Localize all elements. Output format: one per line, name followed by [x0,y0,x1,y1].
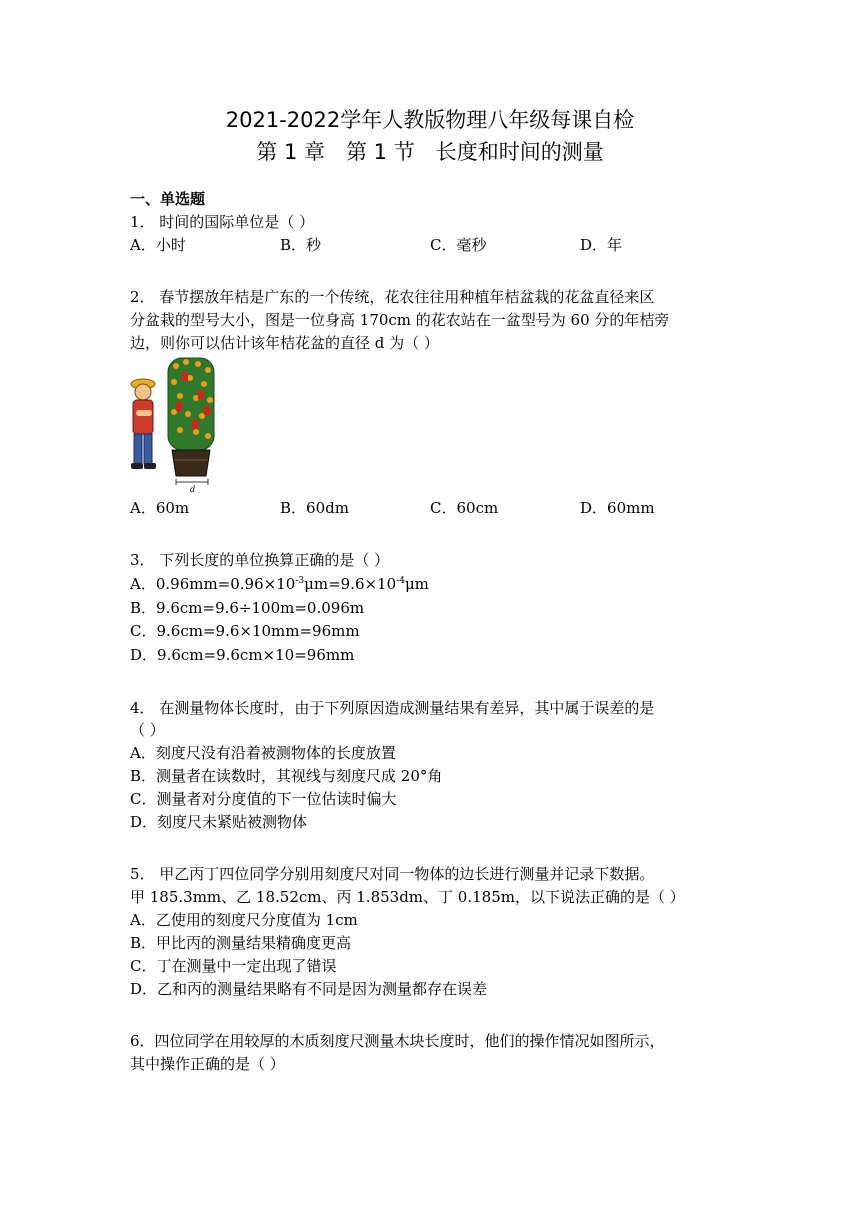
chapter-subtitle: 第 1 章 第 1 节 长度和时间的测量 [256,140,604,164]
option-d: D．乙和丙的测量结果略有不同是因为测量都存在误差 [130,980,488,998]
question-6-stem-line: 其中操作正确的是（ ） [130,1055,285,1073]
question-2-stem-line: 分盆栽的型号大小，图是一位身高 170cm 的花农站在一盆型号为 60 分的年桔旁 [130,311,670,329]
section-heading: 一、单选题 [130,190,206,208]
option-b: B．9.6cm=9.6÷100m=0.096m [130,599,365,617]
kumquat-tree-illustration [168,358,214,494]
option-d: D．60mm [580,499,655,517]
farmer-and-kumquat-tree-figure [128,352,224,494]
question-4-stem-line: 4． 在测量物体长度时，由于下列原因造成测量结果有差异，其中属于误差的是 [130,699,655,717]
question-4-stem-line: （ ） [130,721,165,739]
document-title: 2021-2022学年人教版物理八年级每课自检 [225,108,635,132]
option-a: A．小时 [130,236,186,254]
question-1-options [130,234,740,256]
question-6-stem-line: 6．四位同学在用较厚的木质刻度尺测量木块长度时，他们的操作情况如图所示， [130,1032,665,1050]
question-5-stem-line: 5． 甲乙丙丁四位同学分别用刻度尺对同一物体的边长进行测量并记录下数据。 [130,865,655,883]
option-c: C．60cm [430,499,499,517]
question-2-stem-line: 边，则你可以估计该年桔花盆的直径 d 为（ ） [130,334,439,352]
option-b: B．秒 [280,236,322,254]
option-d: D．9.6cm=9.6cm×10=96mm [130,646,355,664]
option-d: D．年 [580,236,623,254]
option-c: C．9.6cm=9.6×10mm=96mm [130,622,360,640]
question-2-options [130,497,740,519]
question-2-stem-line: 2． 春节摆放年桔是广东的一个传统，花农往往用种植年桔盆栽的花盆直径来区 [130,288,655,306]
option-b: B．60dm [280,499,349,517]
option-c: C．毫秒 [430,236,487,254]
option-a: A．刻度尺没有沿着被测物体的长度放置 [130,744,396,762]
option-b: B．测量者在读数时，其视线与刻度尺成 20°角 [130,767,443,785]
question-3-stem: 3． 下列长度的单位换算正确的是（ ） [130,551,390,569]
option-c: C．丁在测量中一定出现了错误 [130,957,337,975]
option-a: A．60m [130,499,190,517]
option-d: D．刻度尺未紧贴被测物体 [130,813,308,831]
option-a: A．$0.96mm=0.96\times 10^{-3}\mu m=9.6\times 10^{-4}\mu m$ [130,575,429,593]
diameter-label: d [190,485,196,494]
farmer-illustration [131,379,156,469]
question-5-stem-line: 甲 185.3mm、乙 18.52cm、丙 1.853dm、丁 0.185m，以下说法正确的是（ ） [130,888,685,906]
option-b: B．甲比丙的测量结果精确度更高 [130,934,352,952]
option-a: A．乙使用的刻度尺分度值为 1cm [130,911,358,929]
option-c: C．测量者对分度值的下一位估读时偏大 [130,790,397,808]
question-1-stem: 1． 时间的国际单位是（ ） [130,213,315,231]
